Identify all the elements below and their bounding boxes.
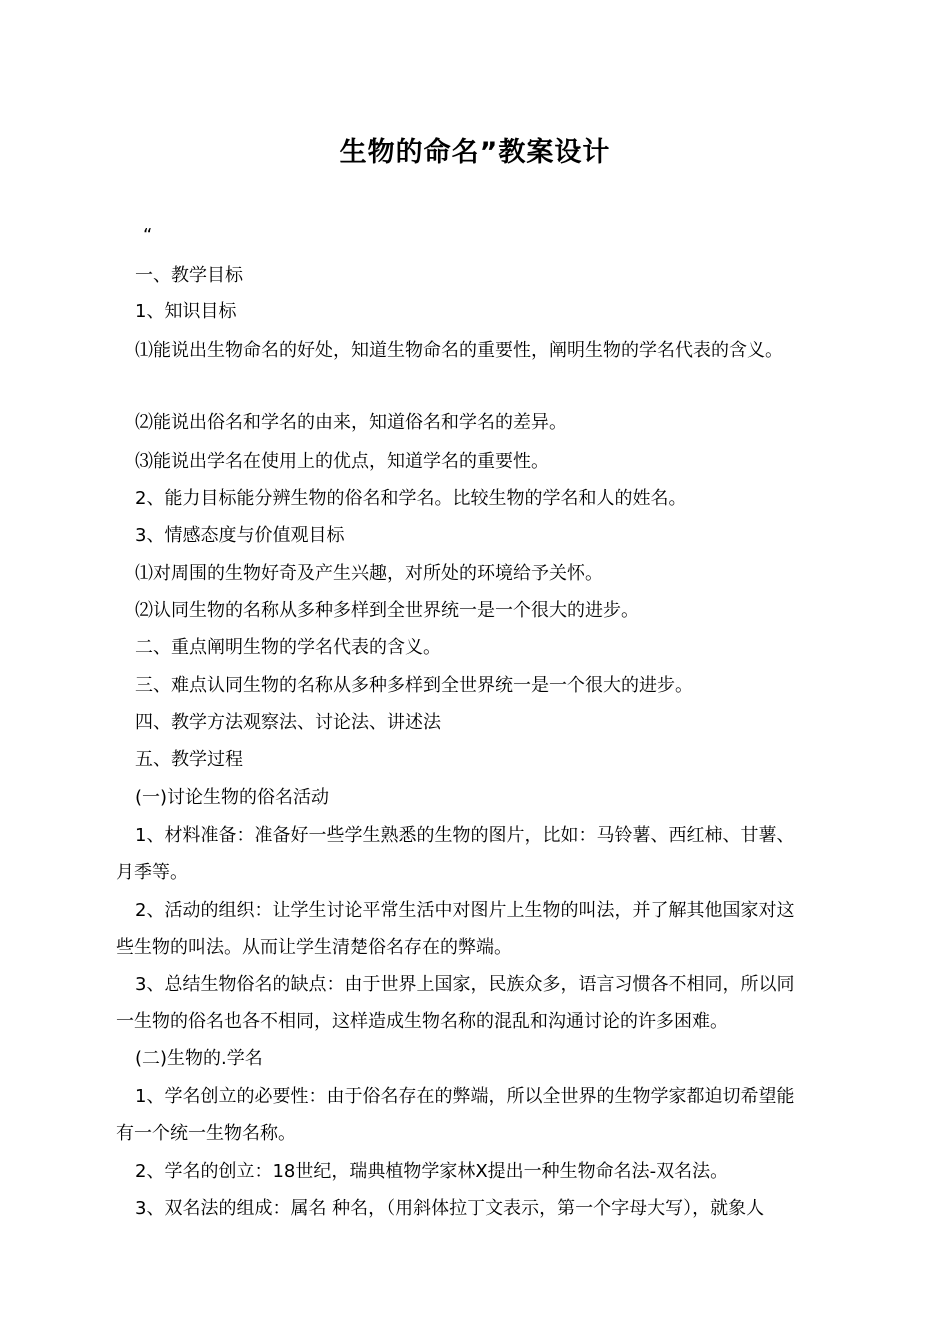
- paragraph-line: ⑵能说出俗名和学名的由来，知道俗名和学名的差异。: [135, 412, 567, 433]
- paragraph-line: 2、活动的组织：让学生讨论平常生活中对图片上生物的叫法，并了解其他国家对这: [135, 900, 795, 921]
- paragraph-line: ⑵认同生物的名称从多种多样到全世界统一是一个很大的进步。: [135, 600, 639, 621]
- paragraph-line: 3、情感态度与价值观目标: [135, 525, 345, 546]
- paragraph-line: 月季等。: [116, 862, 188, 883]
- paragraph-line: 1、知识目标: [135, 301, 237, 322]
- section-heading-methods: 四、教学方法观察法、讨论法、讲述法: [135, 712, 441, 733]
- paragraph-line: ⑴能说出生物命名的好处，知道生物命名的重要性，阐明生物的学名代表的含义。: [135, 340, 783, 361]
- paragraph-line: ⑴对周围的生物好奇及产生兴趣，对所处的环境给予关怀。: [135, 563, 603, 584]
- paragraph-line: ⑶能说出学名在使用上的优点，知道学名的重要性。: [135, 451, 549, 472]
- subsection-heading: (二)生物的.学名: [135, 1048, 263, 1069]
- paragraph-line: 1、学名创立的必要性：由于俗名存在的弊端，所以全世界的生物学家都迫切希望能: [135, 1086, 795, 1107]
- paragraph-line: 一生物的俗名也各不相同，这样造成生物名称的混乱和沟通讨论的许多困难。: [116, 1011, 728, 1032]
- section-heading-objectives: 一、教学目标: [135, 265, 243, 286]
- section-heading-key-point: 二、重点阐明生物的学名代表的含义。: [135, 637, 441, 658]
- paragraph-line: 1、材料准备：准备好一些学生熟悉的生物的图片，比如：马铃薯、西红柿、甘薯、: [135, 825, 795, 846]
- open-quote-mark: “: [143, 225, 153, 246]
- section-heading-difficulty: 三、难点认同生物的名称从多种多样到全世界统一是一个很大的进步。: [135, 675, 693, 696]
- document-title: 生物的命名”教案设计: [339, 137, 611, 168]
- paragraph-line: 有一个统一生物名称。: [116, 1123, 296, 1144]
- subsection-heading: (一)讨论生物的俗名活动: [135, 787, 330, 808]
- paragraph-line: 2、学名的创立：18世纪，瑞典植物学家林X提出一种生物命名法-双名法。: [135, 1161, 729, 1182]
- paragraph-line: 3、总结生物俗名的缺点：由于世界上国家，民族众多，语言习惯各不相同，所以同: [135, 974, 795, 995]
- paragraph-line: 2、能力目标能分辨生物的俗名和学名。比较生物的学名和人的姓名。: [135, 488, 687, 509]
- paragraph-line: 3、双名法的组成：属名 种名，（用斜体拉丁文表示，第一个字母大写），就象人: [135, 1198, 765, 1219]
- paragraph-line: 些生物的叫法。从而让学生清楚俗名存在的弊端。: [116, 937, 512, 958]
- section-heading-process: 五、教学过程: [135, 749, 243, 770]
